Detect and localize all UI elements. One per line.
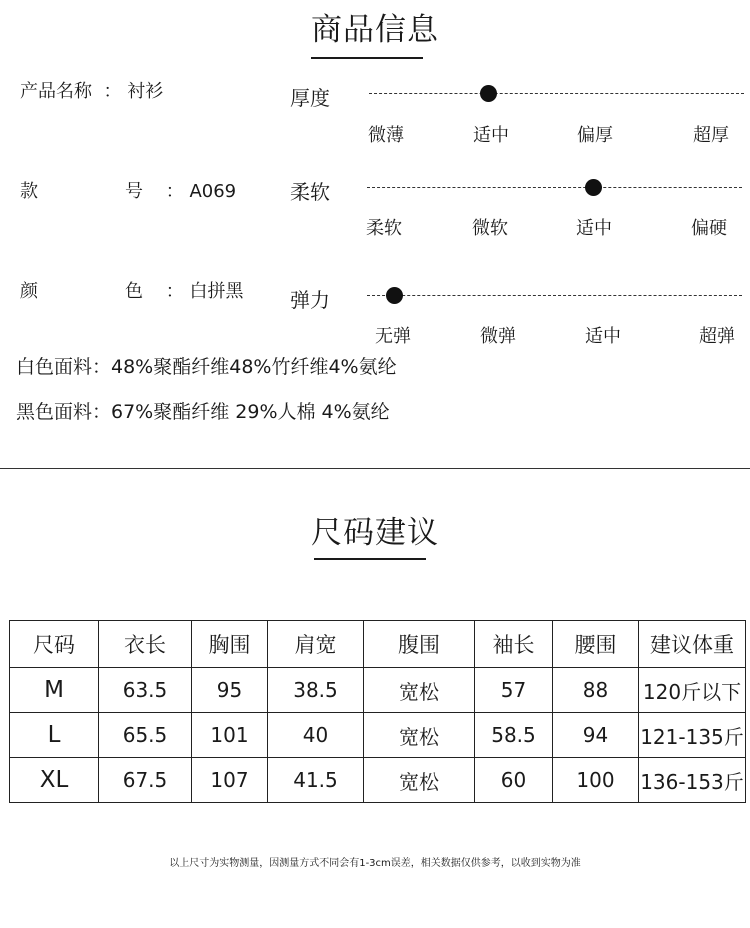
table-row [10,713,746,758]
scale-option: 无弹 [375,326,411,347]
info-row-color: 颜 色 ： 白拼黑 [20,281,244,302]
scale-option: 微弹 [480,326,516,347]
table-cell: 60 [475,758,553,803]
info-label: 款 号 [20,181,160,202]
scale-track-thickness [369,93,744,94]
table-cell: 101 [192,713,268,758]
size-guide-title: 尺码建议 [311,515,439,551]
size-table-header [10,621,746,668]
scale-option: 适中 [473,125,509,146]
table-cell: 107 [192,758,268,803]
table-cell: 88 [553,668,639,713]
header-cell: 腹围 [364,621,475,668]
scale-option: 适中 [585,326,621,347]
scale-label-elasticity: 弹力 [290,288,330,312]
info-row-product-name: 产品名称 ： 衬衫 [20,81,164,102]
scale-option: 超厚 [693,125,729,146]
table-row [10,668,746,713]
product-info-title-underline [311,57,423,59]
table-cell: 宽松 [364,758,475,803]
scale-option: 柔软 [366,218,402,239]
header-cell: 袖长 [475,621,553,668]
size-guide-title-underline [314,558,426,560]
header-cell: 胸围 [192,621,268,668]
header-cell: 腰围 [553,621,639,668]
header-cell: 建议体重 [639,621,746,668]
table-cell: 40 [268,713,364,758]
table-cell: 120斤以下 [639,668,746,713]
table-cell: 67.5 [99,758,192,803]
scale-marker-elasticity [386,287,403,304]
info-value: A069 [189,181,237,202]
section-divider [0,468,750,469]
info-label: 产品名称 [20,81,92,102]
table-cell: 95 [192,668,268,713]
info-value: 白拼黑 [189,281,244,302]
size-cell: L [10,713,99,758]
scale-marker-softness [585,179,602,196]
table-cell: 65.5 [99,713,192,758]
table-cell: 63.5 [99,668,192,713]
table-cell: 94 [553,713,639,758]
table-cell: 58.5 [475,713,553,758]
size-cell: XL [10,758,99,803]
measurement-note: 以上尺寸为实物测量，因测量方式不同会有1-3cm误差，相关数据仅供参考，以收到实物为准 [169,858,581,869]
product-info-title: 商品信息 [311,12,439,48]
table-cell: 100 [553,758,639,803]
scale-option: 偏厚 [577,125,613,146]
table-cell: 宽松 [364,713,475,758]
scale-option: 适中 [576,218,612,239]
info-label: 颜 色 [20,281,160,302]
scale-track-elasticity [367,295,742,296]
scale-track-softness [367,187,742,188]
size-cell: M [10,668,99,713]
header-cell: 尺码 [10,621,99,668]
info-value: 衬衫 [127,81,164,102]
scale-option: 偏硬 [691,218,727,239]
table-row [10,758,746,803]
info-row-model: 款 号 ： A069 [20,181,237,202]
header-cell: 肩宽 [268,621,364,668]
table-cell: 41.5 [268,758,364,803]
scale-marker-thickness [480,85,497,102]
table-cell: 136-153斤 [639,758,746,803]
material-white: 白色面料：48%聚酯纤维48%竹纤维4%氨纶 [16,356,397,378]
table-cell: 宽松 [364,668,475,713]
size-table [9,620,746,803]
header-cell: 衣长 [99,621,192,668]
material-black: 黑色面料：67%聚酯纤维 29%人棉 4%氨纶 [16,401,390,423]
scale-label-thickness: 厚度 [290,86,330,110]
table-cell: 57 [475,668,553,713]
scale-label-softness: 柔软 [290,180,330,204]
table-cell: 38.5 [268,668,364,713]
table-cell: 121-135斤 [639,713,746,758]
scale-option: 微薄 [368,125,404,146]
scale-option: 超弹 [699,326,735,347]
scale-option: 微软 [472,218,508,239]
